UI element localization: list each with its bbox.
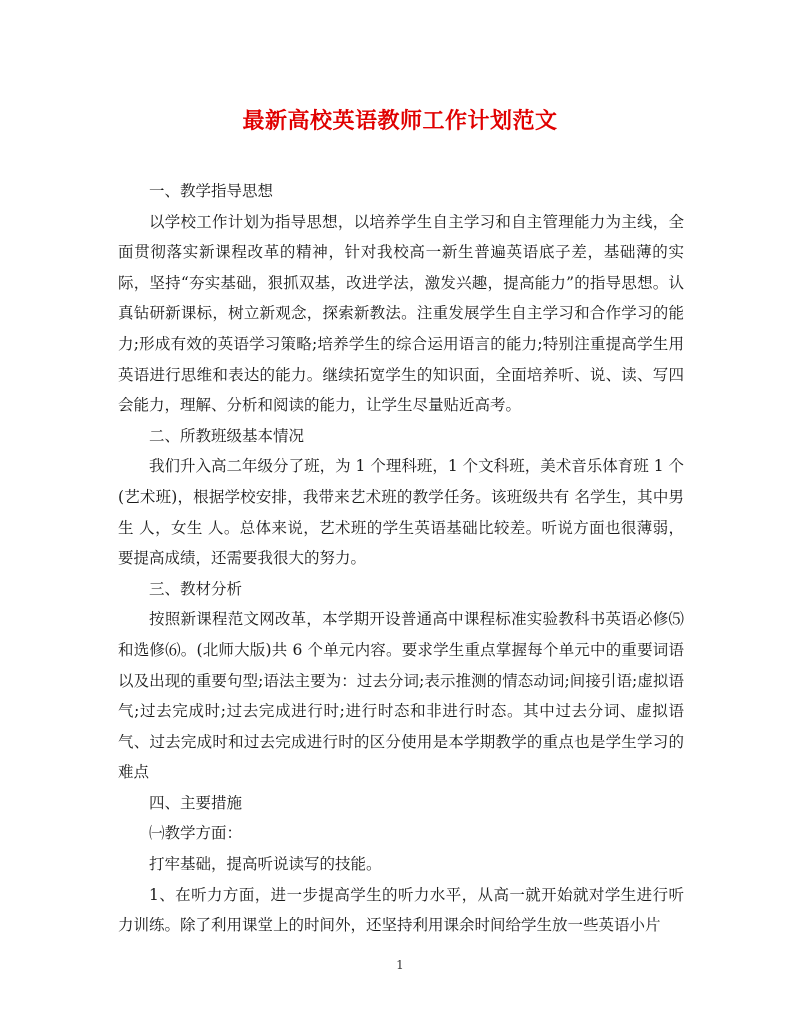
body-paragraph: 1、在听力方面，进一步提高学生的听力水平，从高一就开始就对学生进行听力训练。除了利用课堂上的时间外，还坚持利用课余时间给学生放一些英语小片 (118, 885, 684, 935)
body-paragraph: 我们升入高二年级分了班，为 1 个理科班，1 个文科班，美术音乐体育班 1 个(艺术班)，根据学校安排，我带来艺术班的教学任务。该班级共有 名学生，其中男生 人，女生 人。总体来说，艺术班的学生英语基础比较差。听说方面也很薄弱，要提高成绩，还需要我很大的努力。 (118, 457, 684, 568)
body-paragraph: 以学校工作计划为指导思想，以培养学生自主学习和自主管理能力为主线，全面贯彻落实新课程改革的精神，针对我校高一新生普遍英语底子差，基础薄的实际，坚持“夯实基础，狠抓双基，改进学法，激发兴趣，提高能力”的指导思想。认真钻研新课标，树立新观念，探索新教法。注重发展学生自主学习和合作学习的能力;形成有效的英语学习策略;培养学生的综合运用语言的能力;特别注重提高学生用英语进行思维和表达的能力。继续拓宽学生的知识面，全面培养听、说、读、写四会能力，理解、分析和阅读的能力，让学生尽量贴近高考。 (118, 212, 684, 415)
body-paragraph: 按照新课程范文网改革，本学期开设普通高中课程标准实验教科书英语必修⑸和选修⑹。(北师大版)共 6 个单元内容。要求学生重点掌握每个单元中的重要词语以及出现的重要句型;语法主要为：过去分词;表示推测的情态动词;间接引语;虚拟语气;过去完成时;过去完成进行时;进行时态和非进行时态。其中过去分词、虚拟语气、过去完成时和过去完成进行时的区分使用是本学期教学的重点也是学生学习的难点 (118, 610, 684, 782)
section-heading: 三、教材分析 (149, 579, 243, 598)
body-paragraph: 打牢基础，提高听说读写的技能。 (149, 855, 382, 874)
page-number: 1 (396, 958, 404, 972)
section-heading: 二、所教班级基本情况 (149, 426, 305, 445)
document-body (118, 176, 684, 941)
section-heading: 四、主要措施 (149, 793, 243, 812)
section-heading: 一、教学指导思想 (149, 182, 274, 200)
document-title: 最新高校英语教师工作计划范文 (242, 108, 558, 134)
sub-heading: ㈠教学方面： (149, 824, 243, 843)
